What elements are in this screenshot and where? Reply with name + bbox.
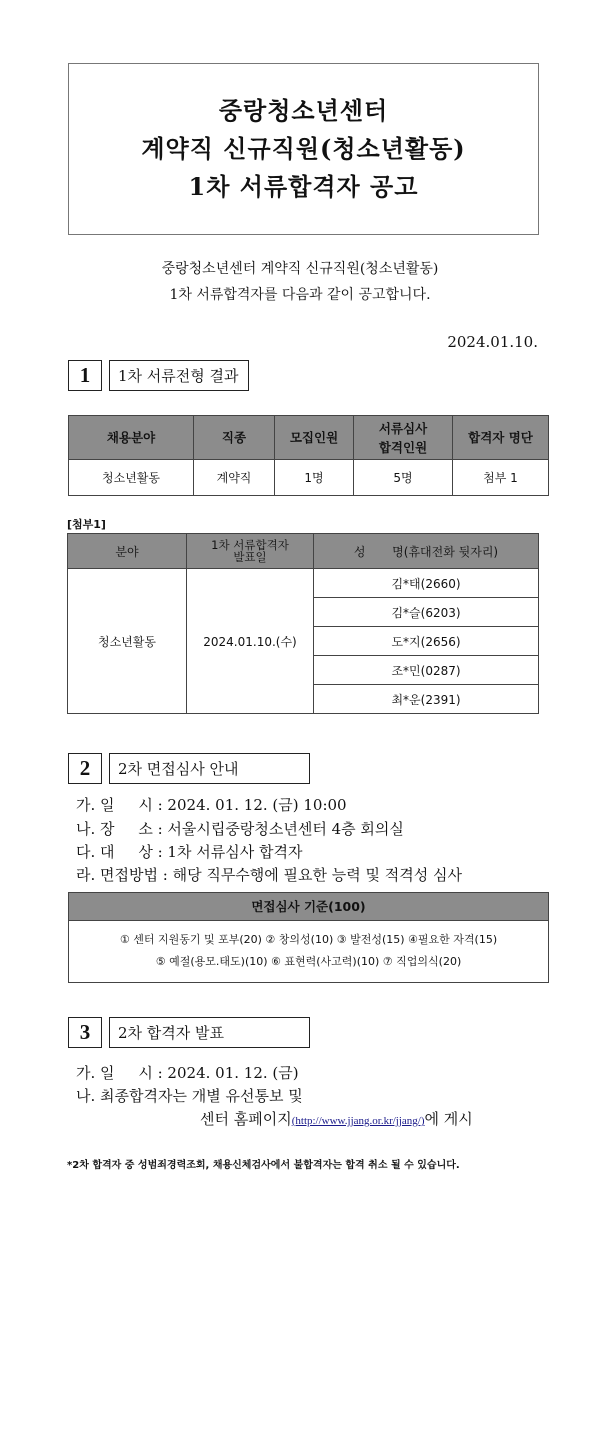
attachment-label: [첨부1] (67, 518, 106, 531)
title-line-3: 1차 서류합격자 공고 (188, 172, 419, 201)
criteria-body (69, 921, 548, 982)
intro-line-1: 중랑청소년센터 계약직 신규직원(청소년활동) (161, 261, 439, 277)
cell-field: 청소년활동 (69, 460, 194, 496)
title-line-2: 계약직 신규직원(청소년활동) (141, 134, 466, 163)
cell-name: 조*민(0287) (314, 656, 539, 685)
title-line-1: 중랑청소년센터 (218, 96, 389, 125)
attachment-header (68, 534, 539, 569)
header-announce-date-line-2: 발표일 (233, 550, 267, 564)
cell-name: 김*슬(6203) (314, 598, 539, 627)
table-row (69, 460, 549, 496)
section-1-number: 1 (68, 360, 102, 391)
header-pass-count-line-1: 서류심사 (378, 420, 428, 436)
homepage-suffix: 에 게시 (424, 1110, 473, 1128)
table-row (68, 569, 539, 598)
attachment-table (67, 533, 539, 714)
intro-line-2: 1차 서류합격자를 다음과 같이 공고합니다. (169, 287, 431, 303)
homepage-line (200, 1108, 473, 1129)
section-3-number: 3 (68, 1017, 102, 1048)
cell-recruit-count: 1명 (275, 460, 354, 496)
final-notice-line: 나. 최종합격자는 개별 유선통보 및 (76, 1087, 303, 1105)
cell-pass-count: 5명 (354, 460, 453, 496)
disqualification-notice: *2차 합격자 중 성범죄경력조회, 채용신체검사에서 불합격자는 합격 취소 될 수 있습니다. (67, 1160, 460, 1171)
header-pass-count-line-2: 합격인원 (378, 439, 428, 455)
header-recruit-count: 모집인원 (275, 416, 354, 460)
interview-target-line: 다. 대 상 : 1차 서류심사 합격자 (76, 843, 303, 861)
cell-field: 청소년활동 (68, 569, 187, 714)
header-field: 채용분야 (69, 416, 194, 460)
cell-name: 김*태(2660) (314, 569, 539, 598)
header-announce-date (187, 534, 314, 569)
criteria-line-1: ① 센터 지원동기 및 포부(20) ② 창의성(10) ③ 발전성(15) ④필요한 자격(15) (119, 933, 498, 946)
homepage-prefix: 센터 홈페이지 (200, 1110, 292, 1128)
interview-date-line: 가. 일 시 : 2024. 01. 12. (금) 10:00 (76, 796, 347, 814)
header-pass-count (354, 416, 453, 460)
interview-method-line: 라. 면접방법 : 해당 직무수행에 필요한 능력 및 적격성 심사 (76, 866, 463, 884)
criteria-line-2: ⑤ 예절(용모.태도)(10) ⑥ 표현력(사고력)(10) ⑦ 직업의식(20) (155, 955, 462, 968)
criteria-title: 면접심사 기준(100) (69, 893, 548, 921)
cell-announce-date: 2024.01.10.(수) (187, 569, 314, 714)
title-box (68, 63, 539, 235)
cell-name: 도*지(2656) (314, 627, 539, 656)
final-date-line: 가. 일 시 : 2024. 01. 12. (금) (76, 1064, 299, 1082)
header-announce-date-line-1: 1차 서류합격자 (211, 538, 289, 552)
result-table-header (69, 416, 549, 460)
homepage-link[interactable]: (http://www.jjang.or.kr/jjang/) (291, 1115, 425, 1127)
header-pass-list: 합격자 명단 (453, 416, 549, 460)
interview-criteria-box (68, 892, 549, 983)
header-name: 성 명(휴대전화 뒷자리) (314, 534, 539, 569)
section-2-title: 2차 면접심사 안내 (109, 753, 310, 784)
interview-place-line: 나. 장 소 : 서울시립중랑청소년센터 4층 회의실 (76, 820, 404, 838)
header-job-type: 직종 (194, 416, 275, 460)
section-1-title: 1차 서류전형 결과 (109, 360, 249, 391)
header-field: 분야 (68, 534, 187, 569)
announcement-date: 2024.01.10. (447, 333, 538, 351)
cell-name: 최*운(2391) (314, 685, 539, 714)
section-2-number: 2 (68, 753, 102, 784)
cell-job-type: 계약직 (194, 460, 275, 496)
section-3-title: 2차 합격자 발표 (109, 1017, 310, 1048)
result-table (68, 415, 549, 496)
cell-pass-list: 첨부 1 (453, 460, 549, 496)
